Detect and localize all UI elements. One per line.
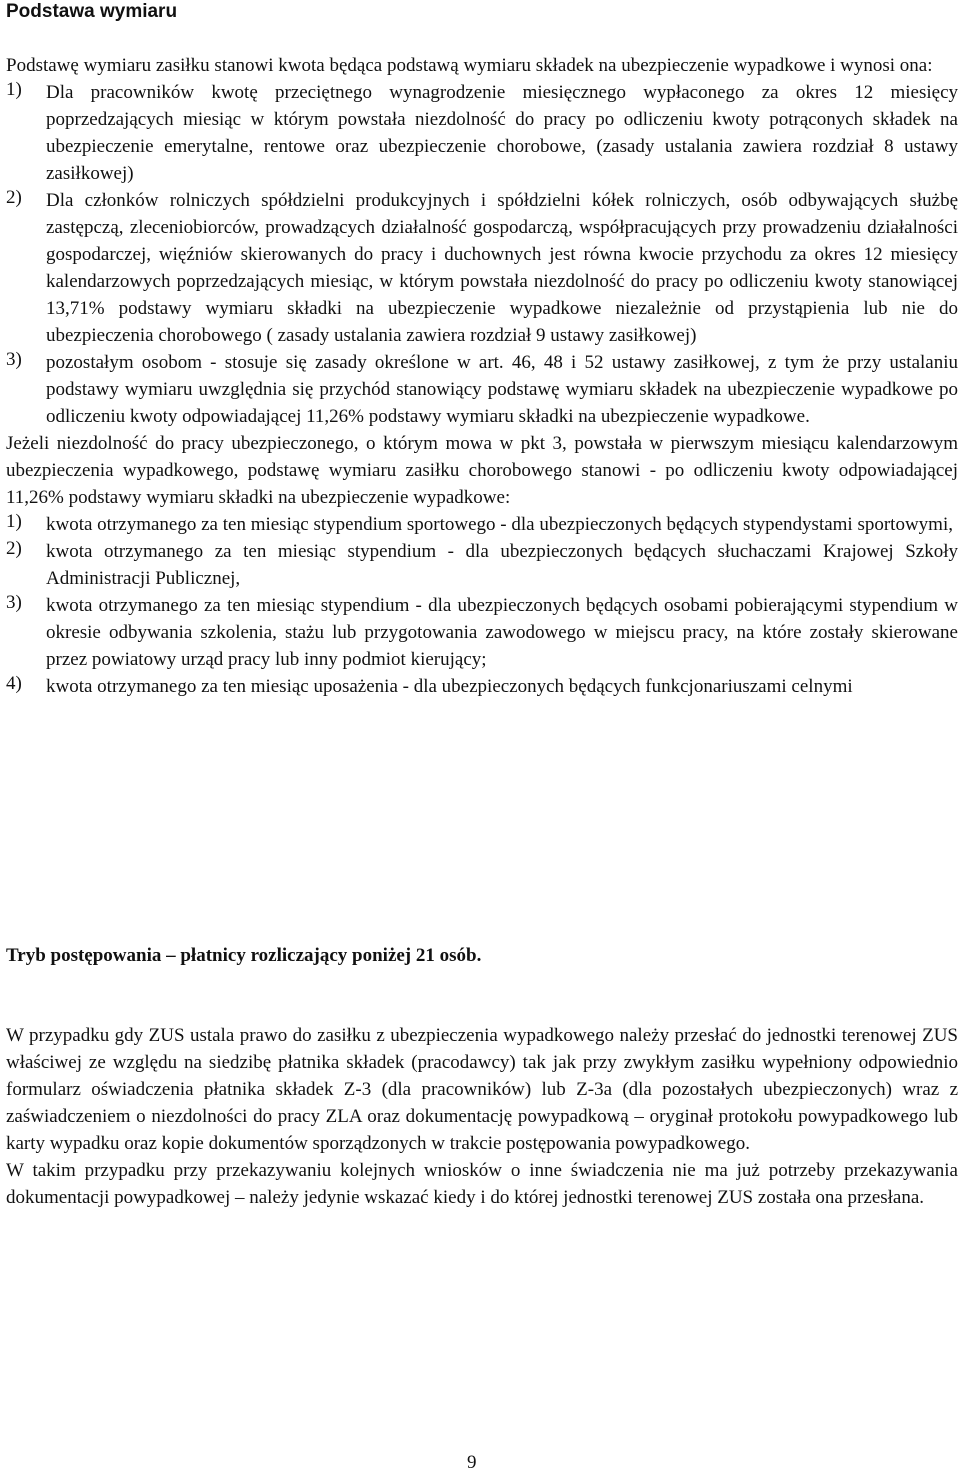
- page-number: 9: [467, 1452, 477, 1473]
- list-item-number: 1): [6, 511, 22, 532]
- list-item-text: kwota otrzymanego za ten miesiąc stypendium sportowego - dla ubezpieczonych będących stypendystami sportowymi,: [46, 514, 953, 535]
- list-item-text: Dla członków rolniczych spółdzielni produkcyjnych i spółdzielni kółek rolniczych, osób odbywających służbę zastępczą, zleceniobiorców, prowadzących działalność gospodarczą, współpracujących przy prowadzeniu działalności gospodarczej, więźniów skierowanych do pracy i duchownych jest równa kwocie przychodu za okres 12 miesięcy kalendarzowych poprzedzających miesiąc, w którym powstała niezdolność do pracy po odliczeniu kwoty stanowiącej 13,71% podstawy wymiaru składki na ubezpieczenie wypadkowe niezależnie od przystąpienia lub nie do ubezpieczenia chorobowego ( zasady ustalania zawiera rozdział 9 ustawy zasiłkowej): [46, 190, 958, 346]
- content-block-2: [6, 1022, 958, 1211]
- list-item: [6, 187, 958, 349]
- list-item-number: 4): [6, 673, 22, 694]
- list-item-text: Dla pracowników kwotę przeciętnego wynagrodzenie miesięcznego wypłaconego za okres 12 miesięcy poprzedzających miesiąc w którym powstała niezdolność do pracy po odliczeniu kwoty potrąconych składek na ubezpieczenie emerytalne, rentowe oraz ubezpieczenie chorobowe, (zasady ustalania zawiera rozdział 8 ustawy zasiłkowej): [46, 82, 958, 184]
- paragraph-subsequent-applications: W takim przypadku przy przekazywaniu kolejnych wniosków o inne świadczenia nie ma już potrzeby przekazywania dokumentacji powypadkowej – należy jedynie wskazać kiedy i do której jednostki terenowej ZUS została ona przesłana.: [6, 1160, 958, 1208]
- list-item-text: kwota otrzymanego za ten miesiąc uposażenia - dla ubezpieczonych będących funkcjonariuszami celnymi: [46, 676, 853, 697]
- paragraph-first-month: Jeżeli niezdolność do pracy ubezpieczonego, o którym mowa w pkt 3, powstała w pierwszym miesiącu kalendarzowym ubezpieczenia wypadkowego, podstawę wymiaru zasiłku chorobowego stanowi - po odliczeniu kwoty odpowiadającej 11,26% podstawy wymiaru składki na ubezpieczenie wypadkowe:: [6, 433, 958, 508]
- list-item-text: pozostałym osobom - stosuje się zasady określone w art. 46, 48 i 52 ustawy zasiłkowej, z tym że przy ustalaniu podstawy wymiaru uwzględnia się przychód stanowiący podstawę wymiaru składek na ubezpieczenie wypadkowe po odliczeniu kwoty odpowiadającej 11,26% podstawy wymiaru składki na ubezpieczenie wypadkowe.: [46, 352, 958, 427]
- list-item: [6, 538, 958, 592]
- list-item: [6, 673, 958, 700]
- list-item-number: 3): [6, 349, 22, 370]
- list-item-number: 3): [6, 592, 22, 613]
- list-item-text: kwota otrzymanego za ten miesiąc stypendium - dla ubezpieczonych będących słuchaczami Krajowej Szkoły Administracji Publicznej,: [46, 541, 958, 589]
- list-item-number: 2): [6, 538, 22, 559]
- list-item: [6, 511, 958, 538]
- section-title-tryb-postepowania: Tryb postępowania – płatnicy rozliczający poniżej 21 osób.: [6, 945, 482, 966]
- list-item: [6, 592, 958, 673]
- list-item-number: 1): [6, 79, 22, 100]
- list-1: [6, 79, 958, 430]
- list-2: [6, 511, 958, 700]
- list-item: [6, 349, 958, 430]
- list-item-number: 2): [6, 187, 22, 208]
- paragraph-zus-procedure: W przypadku gdy ZUS ustala prawo do zasiłku z ubezpieczenia wypadkowego należy przesłać do jednostki terenowej ZUS właściwej ze względu na siedzibę płatnika składek (pracodawcy) tak jak przy zwykłym zasiłku wypełniony odpowiednio formularz oświadczenia płatnika składek Z-3 (dla pracowników) lub Z-3a (dla pozostałych ubezpieczonych) wraz z zaświadczeniem o niezdolności do pracy ZLA oraz dokumentację powypadkową – oryginał protokołu powypadkowego lub karty wypadku oraz kopie dokumentów sporządzonych w trakcie postępowania powypadkowego.: [6, 1025, 958, 1154]
- list-item: [6, 79, 958, 187]
- content-block-1: [6, 52, 958, 700]
- section-title-podstawa-wymiaru: Podstawa wymiaru: [6, 1, 178, 22]
- intro-paragraph: Podstawę wymiaru zasiłku stanowi kwota będąca podstawą wymiaru składek na ubezpieczenie wypadkowe i wynosi ona:: [6, 55, 933, 76]
- list-item-text: kwota otrzymanego za ten miesiąc stypendium - dla ubezpieczonych będących osobami pobierającymi stypendium w okresie odbywania szkolenia, stażu lub przygotowania zawodowego w miejscu pracy, na które zostały skierowane przez powiatowy urząd pracy lub inny podmiot kierujący;: [46, 595, 958, 670]
